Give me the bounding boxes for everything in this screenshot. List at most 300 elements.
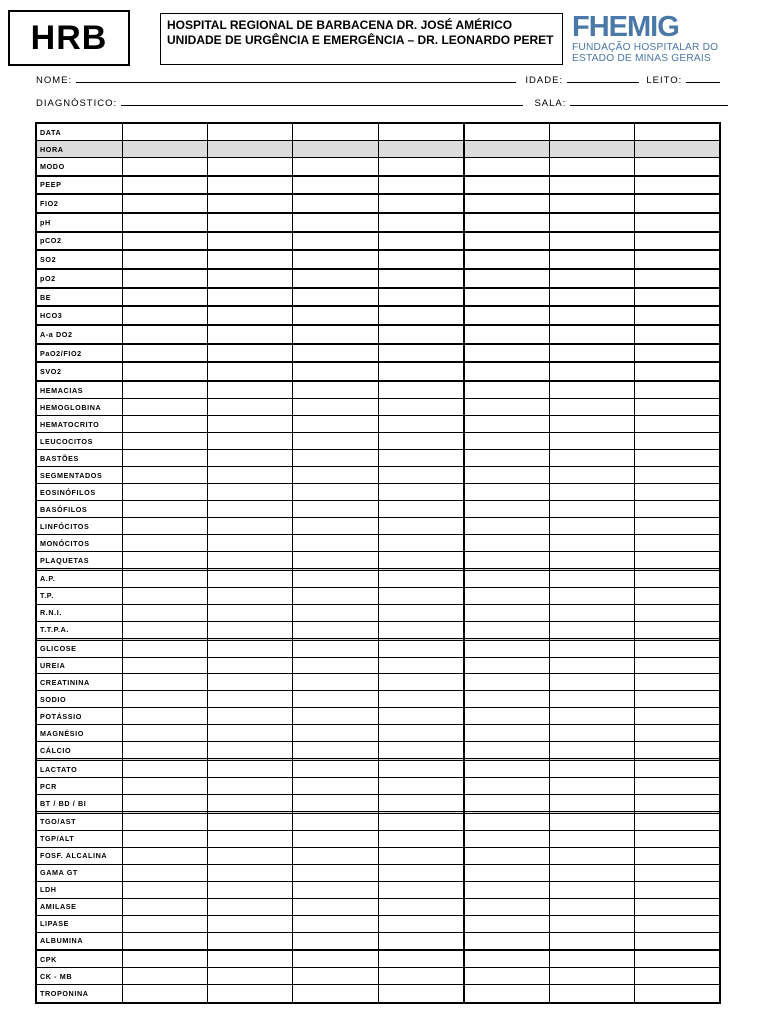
entry-cell[interactable] [635,467,720,484]
entry-cell[interactable] [549,362,634,380]
entry-cell[interactable] [635,830,720,847]
entry-cell[interactable] [464,761,549,778]
entry-cell[interactable] [122,176,207,195]
entry-cell[interactable] [293,830,378,847]
entry-cell[interactable] [635,232,720,251]
entry-cell[interactable] [207,535,292,552]
entry-cell[interactable] [207,864,292,881]
entry-cell[interactable] [549,725,634,742]
entry-cell[interactable] [207,742,292,759]
entry-cell[interactable] [122,288,207,307]
entry-cell[interactable] [293,674,378,691]
entry-cell[interactable] [293,325,378,344]
entry-cell[interactable] [122,382,207,399]
entry-cell[interactable] [122,570,207,587]
entry-cell[interactable] [378,194,463,213]
entry-cell[interactable] [378,742,463,759]
entry-cell[interactable] [293,306,378,325]
entry-cell[interactable] [293,621,378,638]
entry-cell[interactable] [293,604,378,621]
entry-cell[interactable] [293,742,378,759]
entry-cell[interactable] [464,325,549,344]
entry-cell[interactable] [207,708,292,725]
entry-cell[interactable] [122,123,207,141]
entry-cell[interactable] [549,915,634,932]
entry-cell[interactable] [635,194,720,213]
entry-cell[interactable] [549,932,634,949]
entry-cell[interactable] [635,158,720,176]
entry-cell[interactable] [122,552,207,569]
entry-cell[interactable] [464,176,549,195]
entry-cell[interactable] [635,813,720,830]
entry-cell[interactable] [378,795,463,812]
entry-cell[interactable] [122,501,207,518]
entry-cell[interactable] [378,587,463,604]
entry-cell[interactable] [464,518,549,535]
entry-cell[interactable] [464,830,549,847]
entry-cell[interactable] [549,141,634,158]
entry-cell[interactable] [464,881,549,898]
entry-cell[interactable] [464,968,549,985]
entry-cell[interactable] [122,915,207,932]
entry-cell[interactable] [293,864,378,881]
entry-cell[interactable] [122,535,207,552]
entry-cell[interactable] [293,761,378,778]
entry-cell[interactable] [635,570,720,587]
entry-cell[interactable] [378,691,463,708]
entry-cell[interactable] [635,778,720,795]
entry-cell[interactable] [635,399,720,416]
entry-cell[interactable] [635,433,720,450]
entry-cell[interactable] [207,932,292,949]
entry-cell[interactable] [549,830,634,847]
entry-cell[interactable] [207,123,292,141]
entry-cell[interactable] [122,194,207,213]
entry-cell[interactable] [378,570,463,587]
entry-cell[interactable] [549,674,634,691]
entry-cell[interactable] [122,985,207,1003]
entry-cell[interactable] [293,640,378,657]
entry-cell[interactable] [122,250,207,269]
entry-cell[interactable] [464,399,549,416]
entry-cell[interactable] [378,552,463,569]
entry-cell[interactable] [207,587,292,604]
entry-cell[interactable] [122,213,207,232]
entry-cell[interactable] [635,123,720,141]
entry-cell[interactable] [122,362,207,380]
entry-cell[interactable] [122,813,207,830]
entry-cell[interactable] [464,708,549,725]
entry-cell[interactable] [464,570,549,587]
entry-cell[interactable] [207,915,292,932]
entry-cell[interactable] [378,535,463,552]
entry-cell[interactable] [122,484,207,501]
entry-cell[interactable] [293,691,378,708]
entry-cell[interactable] [549,864,634,881]
entry-cell[interactable] [378,830,463,847]
entry-cell[interactable] [464,985,549,1003]
entry-cell[interactable] [207,657,292,674]
entry-cell[interactable] [122,416,207,433]
entry-cell[interactable] [122,968,207,985]
entry-cell[interactable] [635,250,720,269]
entry-cell[interactable] [207,725,292,742]
entry-cell[interactable] [464,640,549,657]
entry-cell[interactable] [549,158,634,176]
entry-cell[interactable] [293,176,378,195]
entry-cell[interactable] [635,362,720,380]
entry-cell[interactable] [464,604,549,621]
entry-cell[interactable] [635,416,720,433]
entry-cell[interactable] [464,416,549,433]
entry-cell[interactable] [464,344,549,363]
entry-cell[interactable] [464,813,549,830]
entry-cell[interactable] [464,213,549,232]
entry-cell[interactable] [464,552,549,569]
entry-cell[interactable] [549,708,634,725]
entry-cell[interactable] [549,269,634,288]
entry-cell[interactable] [549,640,634,657]
entry-cell[interactable] [464,587,549,604]
entry-cell[interactable] [207,306,292,325]
entry-cell[interactable] [378,232,463,251]
entry-cell[interactable] [293,951,378,968]
entry-cell[interactable] [122,306,207,325]
entry-cell[interactable] [293,898,378,915]
entry-cell[interactable] [549,325,634,344]
entry-cell[interactable] [207,985,292,1003]
entry-cell[interactable] [549,344,634,363]
entry-cell[interactable] [378,141,463,158]
entry-cell[interactable] [464,742,549,759]
entry-cell[interactable] [293,250,378,269]
entry-cell[interactable] [122,621,207,638]
entry-cell[interactable] [635,306,720,325]
entry-cell[interactable] [378,725,463,742]
entry-cell[interactable] [293,399,378,416]
entry-cell[interactable] [464,288,549,307]
entry-cell[interactable] [549,433,634,450]
entry-cell[interactable] [293,344,378,363]
entry-cell[interactable] [122,674,207,691]
entry-cell[interactable] [635,382,720,399]
entry-cell[interactable] [464,864,549,881]
entry-cell[interactable] [293,518,378,535]
entry-cell[interactable] [635,501,720,518]
entry-cell[interactable] [549,691,634,708]
entry-cell[interactable] [549,881,634,898]
entry-cell[interactable] [207,232,292,251]
entry-cell[interactable] [122,864,207,881]
entry-cell[interactable] [549,232,634,251]
entry-cell[interactable] [207,382,292,399]
entry-cell[interactable] [207,501,292,518]
entry-cell[interactable] [464,123,549,141]
entry-cell[interactable] [635,915,720,932]
entry-cell[interactable] [549,467,634,484]
entry-cell[interactable] [207,813,292,830]
entry-cell[interactable] [293,158,378,176]
entry-cell[interactable] [635,621,720,638]
entry-cell[interactable] [293,778,378,795]
entry-cell[interactable] [635,344,720,363]
entry-cell[interactable] [464,433,549,450]
entry-cell[interactable] [293,587,378,604]
entry-cell[interactable] [635,484,720,501]
entry-cell[interactable] [635,898,720,915]
entry-cell[interactable] [378,416,463,433]
diagnostico-input-line[interactable] [121,97,523,106]
entry-cell[interactable] [549,194,634,213]
entry-cell[interactable] [549,570,634,587]
entry-cell[interactable] [635,213,720,232]
entry-cell[interactable] [122,344,207,363]
entry-cell[interactable] [635,325,720,344]
entry-cell[interactable] [549,535,634,552]
entry-cell[interactable] [293,123,378,141]
entry-cell[interactable] [378,433,463,450]
entry-cell[interactable] [549,518,634,535]
entry-cell[interactable] [635,847,720,864]
entry-cell[interactable] [378,951,463,968]
entry-cell[interactable] [635,269,720,288]
entry-cell[interactable] [549,898,634,915]
entry-cell[interactable] [207,484,292,501]
entry-cell[interactable] [464,535,549,552]
entry-cell[interactable] [549,742,634,759]
entry-cell[interactable] [207,288,292,307]
entry-cell[interactable] [293,813,378,830]
entry-cell[interactable] [207,552,292,569]
entry-cell[interactable] [378,501,463,518]
entry-cell[interactable] [207,621,292,638]
sala-input-line[interactable] [570,97,728,106]
entry-cell[interactable] [122,898,207,915]
entry-cell[interactable] [207,344,292,363]
entry-cell[interactable] [293,725,378,742]
entry-cell[interactable] [635,552,720,569]
entry-cell[interactable] [378,621,463,638]
entry-cell[interactable] [293,288,378,307]
entry-cell[interactable] [378,288,463,307]
entry-cell[interactable] [635,742,720,759]
entry-cell[interactable] [378,915,463,932]
entry-cell[interactable] [207,176,292,195]
entry-cell[interactable] [122,450,207,467]
entry-cell[interactable] [378,269,463,288]
entry-cell[interactable] [378,382,463,399]
entry-cell[interactable] [378,881,463,898]
entry-cell[interactable] [549,288,634,307]
entry-cell[interactable] [549,501,634,518]
entry-cell[interactable] [207,604,292,621]
entry-cell[interactable] [122,467,207,484]
entry-cell[interactable] [635,725,720,742]
entry-cell[interactable] [122,325,207,344]
entry-cell[interactable] [549,250,634,269]
entry-cell[interactable] [378,864,463,881]
entry-cell[interactable] [122,795,207,812]
entry-cell[interactable] [293,932,378,949]
entry-cell[interactable] [378,640,463,657]
entry-cell[interactable] [207,250,292,269]
entry-cell[interactable] [207,968,292,985]
entry-cell[interactable] [464,725,549,742]
entry-cell[interactable] [549,604,634,621]
entry-cell[interactable] [464,250,549,269]
entry-cell[interactable] [635,450,720,467]
entry-cell[interactable] [293,847,378,864]
entry-cell[interactable] [378,847,463,864]
entry-cell[interactable] [378,213,463,232]
entry-cell[interactable] [464,232,549,251]
entry-cell[interactable] [635,985,720,1003]
entry-cell[interactable] [378,778,463,795]
entry-cell[interactable] [635,587,720,604]
entry-cell[interactable] [207,362,292,380]
entry-cell[interactable] [122,778,207,795]
entry-cell[interactable] [122,691,207,708]
entry-cell[interactable] [464,621,549,638]
entry-cell[interactable] [378,813,463,830]
entry-cell[interactable] [122,951,207,968]
entry-cell[interactable] [207,416,292,433]
entry-cell[interactable] [207,761,292,778]
entry-cell[interactable] [464,194,549,213]
entry-cell[interactable] [549,621,634,638]
entry-cell[interactable] [207,778,292,795]
entry-cell[interactable] [207,795,292,812]
entry-cell[interactable] [293,484,378,501]
entry-cell[interactable] [464,915,549,932]
entry-cell[interactable] [207,325,292,344]
entry-cell[interactable] [207,691,292,708]
entry-cell[interactable] [207,570,292,587]
entry-cell[interactable] [207,450,292,467]
entry-cell[interactable] [635,176,720,195]
entry-cell[interactable] [549,968,634,985]
entry-cell[interactable] [549,306,634,325]
entry-cell[interactable] [122,725,207,742]
nome-input-line[interactable] [76,74,516,83]
entry-cell[interactable] [378,158,463,176]
entry-cell[interactable] [635,968,720,985]
entry-cell[interactable] [122,761,207,778]
entry-cell[interactable] [549,985,634,1003]
entry-cell[interactable] [122,881,207,898]
entry-cell[interactable] [122,433,207,450]
entry-cell[interactable] [635,795,720,812]
entry-cell[interactable] [635,864,720,881]
entry-cell[interactable] [378,176,463,195]
entry-cell[interactable] [122,399,207,416]
entry-cell[interactable] [549,657,634,674]
entry-cell[interactable] [293,362,378,380]
entry-cell[interactable] [293,570,378,587]
entry-cell[interactable] [122,847,207,864]
entry-cell[interactable] [378,968,463,985]
entry-cell[interactable] [635,951,720,968]
entry-cell[interactable] [549,484,634,501]
entry-cell[interactable] [293,269,378,288]
entry-cell[interactable] [464,484,549,501]
entry-cell[interactable] [293,708,378,725]
entry-cell[interactable] [122,742,207,759]
entry-cell[interactable] [464,158,549,176]
entry-cell[interactable] [378,399,463,416]
entry-cell[interactable] [207,213,292,232]
entry-cell[interactable] [293,968,378,985]
entry-cell[interactable] [635,535,720,552]
entry-cell[interactable] [207,518,292,535]
entry-cell[interactable] [122,518,207,535]
entry-cell[interactable] [464,898,549,915]
entry-cell[interactable] [122,932,207,949]
entry-cell[interactable] [207,830,292,847]
entry-cell[interactable] [635,141,720,158]
entry-cell[interactable] [635,288,720,307]
entry-cell[interactable] [464,847,549,864]
entry-cell[interactable] [635,691,720,708]
entry-cell[interactable] [293,657,378,674]
entry-cell[interactable] [378,484,463,501]
entry-cell[interactable] [293,795,378,812]
entry-cell[interactable] [207,467,292,484]
entry-cell[interactable] [122,141,207,158]
entry-cell[interactable] [464,932,549,949]
entry-cell[interactable] [549,450,634,467]
entry-cell[interactable] [635,932,720,949]
entry-cell[interactable] [464,269,549,288]
entry-cell[interactable] [378,985,463,1003]
entry-cell[interactable] [378,932,463,949]
entry-cell[interactable] [464,450,549,467]
entry-cell[interactable] [293,194,378,213]
entry-cell[interactable] [207,640,292,657]
entry-cell[interactable] [207,674,292,691]
entry-cell[interactable] [635,640,720,657]
entry-cell[interactable] [293,450,378,467]
entry-cell[interactable] [549,847,634,864]
entry-cell[interactable] [378,898,463,915]
entry-cell[interactable] [122,587,207,604]
entry-cell[interactable] [378,450,463,467]
entry-cell[interactable] [549,416,634,433]
entry-cell[interactable] [549,382,634,399]
entry-cell[interactable] [464,306,549,325]
entry-cell[interactable] [122,640,207,657]
entry-cell[interactable] [635,657,720,674]
entry-cell[interactable] [207,951,292,968]
entry-cell[interactable] [635,881,720,898]
entry-cell[interactable] [293,467,378,484]
entry-cell[interactable] [207,269,292,288]
entry-cell[interactable] [464,141,549,158]
entry-cell[interactable] [207,141,292,158]
leito-input-line[interactable] [686,74,720,83]
entry-cell[interactable] [464,657,549,674]
entry-cell[interactable] [635,604,720,621]
idade-input-line[interactable] [567,74,639,83]
entry-cell[interactable] [122,604,207,621]
entry-cell[interactable] [293,985,378,1003]
entry-cell[interactable] [207,158,292,176]
entry-cell[interactable] [549,399,634,416]
entry-cell[interactable] [293,501,378,518]
entry-cell[interactable] [549,951,634,968]
entry-cell[interactable] [549,795,634,812]
entry-cell[interactable] [549,587,634,604]
